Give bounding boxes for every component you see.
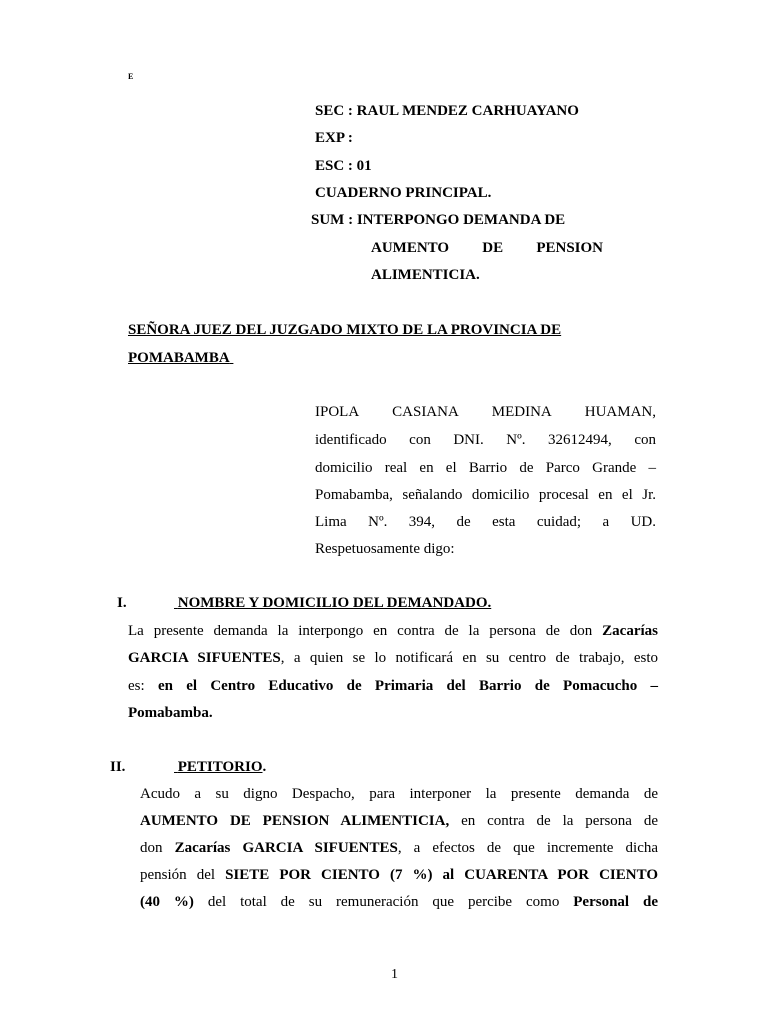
section1-title: NOMBRE Y DOMICILIO DEL DEMANDADO. (177, 595, 492, 611)
section2-line: Acudo a su digno Despacho, para interponer la presente demanda de (140, 786, 658, 802)
page-number: 1 (391, 967, 398, 982)
section2-numeral: II. (110, 759, 126, 775)
section2-line: don Zacarías GARCIA SIFUENTES, a efectos de que incremente dicha (140, 840, 659, 856)
header-sec: SEC : RAUL MENDEZ CARHUAYANO (315, 103, 579, 119)
section1-line: es: en el Centro Educativo de Primaria del Barrio de Pomacucho – (128, 678, 658, 694)
sum-word: AUMENTO (371, 240, 450, 256)
header-sum: SUM : INTERPONGO DEMANDA DE (311, 212, 566, 228)
header-cuaderno: CUADERNO PRINCIPAL. (315, 185, 492, 201)
section1-line: GARCIA SIFUENTES, a quien se lo notificará en su centro de trabajo, esto (128, 650, 658, 666)
intro-line: domicilio real en el Barrio de Parco Grande – (315, 460, 656, 476)
section1-line: Pomabamba. (128, 705, 213, 721)
addressee-line1: SEÑORA JUEZ DEL JUZGADO MIXTO DE LA PROVINCIA DE (128, 322, 562, 338)
header-exp: EXP : (315, 130, 353, 146)
top-mark: E (128, 72, 134, 81)
section2-line: (40 %) del total de su remuneración que percibe como Personal de (140, 894, 658, 910)
intro-line: Pomabamba, señalando domicilio procesal en el Jr. (315, 487, 656, 503)
sum-word: DE (482, 240, 504, 256)
intro-line: identificado con DNI. Nº. 32612494, con (315, 432, 656, 448)
section2-line: pensión del SIETE POR CIENTO (7 %) al CUARENTA POR CIENTO (140, 867, 658, 883)
intro-line: Lima Nº. 394, de esta cuidad; a UD. (315, 514, 656, 530)
addressee-city: POMABAMBA (128, 350, 230, 366)
intro-line: Respetuosamente digo: (315, 541, 455, 557)
addressee-line2 (128, 350, 233, 367)
header-sum-line2 (371, 240, 603, 257)
intro-line: IPOLA CASIANA MEDINA HUAMAN, (315, 404, 656, 420)
header-esc: ESC : 01 (315, 158, 372, 174)
section1-line: La presente demanda la interpongo en contra de la persona de don Zacarías (128, 623, 658, 639)
sum-word: PENSION (536, 240, 603, 256)
header-sum-line3: ALIMENTICIA. (371, 267, 480, 283)
section1-numeral: I. (117, 595, 127, 611)
section2-line: AUMENTO DE PENSION ALIMENTICIA, en contra de la persona de (140, 813, 658, 829)
section2-title: PETITORIO. (177, 759, 267, 775)
